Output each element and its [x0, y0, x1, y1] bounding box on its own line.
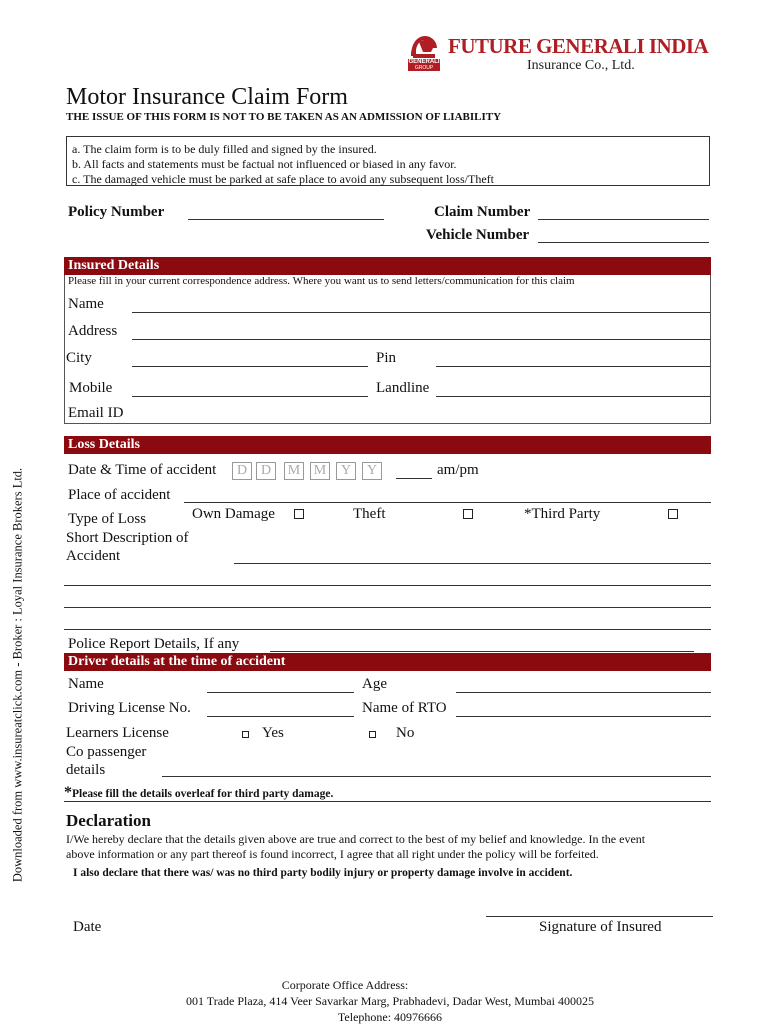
insured-pin-label: Pin	[376, 350, 397, 366]
ampm-label: am/pm	[437, 462, 479, 478]
insured-mobile-field[interactable]	[132, 396, 368, 397]
insured-name-field[interactable]	[132, 312, 710, 313]
logo-text-generali: GENERALI	[408, 59, 440, 65]
company-logo	[405, 30, 443, 72]
description-line-2[interactable]	[64, 585, 711, 586]
own-damage-checkbox[interactable]	[294, 509, 304, 519]
signature-field[interactable]	[486, 916, 713, 917]
driver-age-field[interactable]	[456, 692, 711, 693]
driving-license-label: Driving License No.	[68, 700, 191, 716]
date-box-d2[interactable]: D	[256, 462, 276, 480]
type-of-loss-label: Type of Loss	[68, 511, 147, 527]
driver-age-label: Age	[362, 676, 387, 692]
instruction-a: a. The claim form is to be duly filled and signed by the insured.	[72, 142, 377, 156]
date-box-y1[interactable]: Y	[336, 462, 356, 480]
note-divider	[64, 801, 711, 802]
learners-yes-label: Yes	[262, 725, 284, 741]
place-of-accident-label: Place of accident	[68, 487, 171, 503]
side-watermark: Downloaded from www.insureatclick.com - Broker : Loyal Insurance Brokers Ltd.	[10, 467, 25, 883]
accident-datetime-label: Date & Time of accident	[68, 462, 217, 478]
police-report-label: Police Report Details, If any	[68, 636, 240, 652]
insured-note: Please fill in your current correspondence address. Where you want us to send letters/communication for this claim	[68, 275, 575, 287]
declaration-bold: I also declare that there was/ was no third party bodily injury or property damage involve in accident.	[73, 867, 573, 879]
instruction-c: c. The damaged vehicle must be parked at safe place to avoid any subsequent loss/Theft	[72, 172, 494, 186]
co-passenger-line2: details	[66, 762, 106, 778]
vehicle-number-field[interactable]	[538, 242, 709, 243]
insured-landline-field[interactable]	[436, 396, 710, 397]
insured-landline-label: Landline	[376, 380, 430, 396]
theft-label: Theft	[353, 506, 386, 522]
time-field[interactable]	[396, 478, 432, 479]
insured-address-label: Address	[68, 323, 118, 339]
insured-city-field[interactable]	[132, 366, 368, 367]
claim-number-field[interactable]	[538, 219, 709, 220]
insured-name-label: Name	[68, 296, 104, 312]
form-title: Motor Insurance Claim Form	[66, 84, 348, 110]
insured-details-header: Insured Details	[64, 257, 711, 275]
date-box-m2[interactable]: M	[310, 462, 330, 480]
short-description-label	[66, 529, 188, 565]
instructions-box	[66, 136, 710, 186]
description-line-4[interactable]	[64, 629, 711, 630]
declaration-text-1: I/We hereby declare that the details given above are true and correct to the best of my belief and knowledge. In the event	[66, 832, 646, 846]
declaration-title: Declaration	[66, 811, 151, 830]
declaration-text-2: above information or any part thereof is found incorrect, I agree that all right under the policy will be forfeited.	[66, 847, 599, 861]
policy-number-label: Policy Number	[68, 204, 165, 220]
driving-license-field[interactable]	[207, 716, 354, 717]
learners-license-label: Learners License	[66, 725, 169, 741]
place-of-accident-field[interactable]	[184, 502, 711, 503]
third-party-checkbox[interactable]	[668, 509, 678, 519]
footer-address: 001 Trade Plaza, 414 Veer Savarkar Marg, Prabhadevi, Dadar West, Mumbai 400025	[186, 994, 594, 1008]
insured-mobile-label: Mobile	[69, 380, 113, 396]
insured-pin-field[interactable]	[436, 366, 710, 367]
driver-details-header: Driver details at the time of accident	[64, 653, 711, 671]
form-subtitle: THE ISSUE OF THIS FORM IS NOT TO BE TAKEN AS AN ADMISSION OF LIABILITY	[66, 111, 502, 123]
co-passenger-line1: Co passenger	[66, 744, 147, 760]
driver-name-label: Name	[68, 676, 104, 692]
own-damage-label: Own Damage	[192, 506, 275, 522]
description-line-1[interactable]	[234, 563, 711, 564]
instruction-b: b. All facts and statements must be factual not influenced or biased in any favor.	[72, 157, 457, 171]
driver-name-field[interactable]	[207, 692, 354, 693]
footer-address-heading: Corporate Office Address:	[281, 978, 409, 992]
third-party-label: *Third Party	[524, 506, 601, 522]
date-box-d1[interactable]: D	[232, 462, 252, 480]
rto-name-label: Name of RTO	[362, 700, 447, 716]
footer-telephone: Telephone: 40976666	[337, 1010, 443, 1024]
brand-name: FUTURE GENERALI INDIA	[448, 34, 709, 58]
claim-number-label: Claim Number	[434, 204, 531, 220]
date-label: Date	[73, 919, 102, 935]
insured-address-field[interactable]	[132, 339, 710, 340]
co-passenger-label	[66, 743, 146, 779]
third-party-note	[64, 784, 333, 802]
short-description-line1: Short Description of	[66, 530, 189, 546]
date-box-m1[interactable]: M	[284, 462, 304, 480]
co-passenger-field[interactable]	[162, 776, 711, 777]
rto-name-field[interactable]	[456, 716, 711, 717]
third-party-note-star: *	[64, 784, 72, 801]
policy-number-field[interactable]	[188, 219, 384, 220]
short-description-line2: Accident	[66, 548, 121, 564]
theft-checkbox[interactable]	[463, 509, 473, 519]
third-party-note-text: Please fill the details overleaf for third party damage.	[72, 788, 334, 800]
learners-no-checkbox[interactable]	[369, 731, 376, 738]
description-line-3[interactable]	[64, 607, 711, 608]
loss-details-header: Loss Details	[64, 436, 711, 454]
date-box-y2[interactable]: Y	[362, 462, 382, 480]
signature-label: Signature of Insured	[539, 919, 662, 935]
vehicle-number-label: Vehicle Number	[426, 227, 530, 243]
logo-text-group: GROUP	[414, 65, 434, 71]
learners-yes-checkbox[interactable]	[242, 731, 249, 738]
police-report-field[interactable]	[270, 651, 694, 652]
insured-email-label: Email ID	[68, 405, 124, 421]
brand-subtitle: Insurance Co., Ltd.	[527, 58, 635, 73]
insured-city-label: City	[66, 350, 92, 366]
learners-no-label: No	[396, 725, 415, 741]
